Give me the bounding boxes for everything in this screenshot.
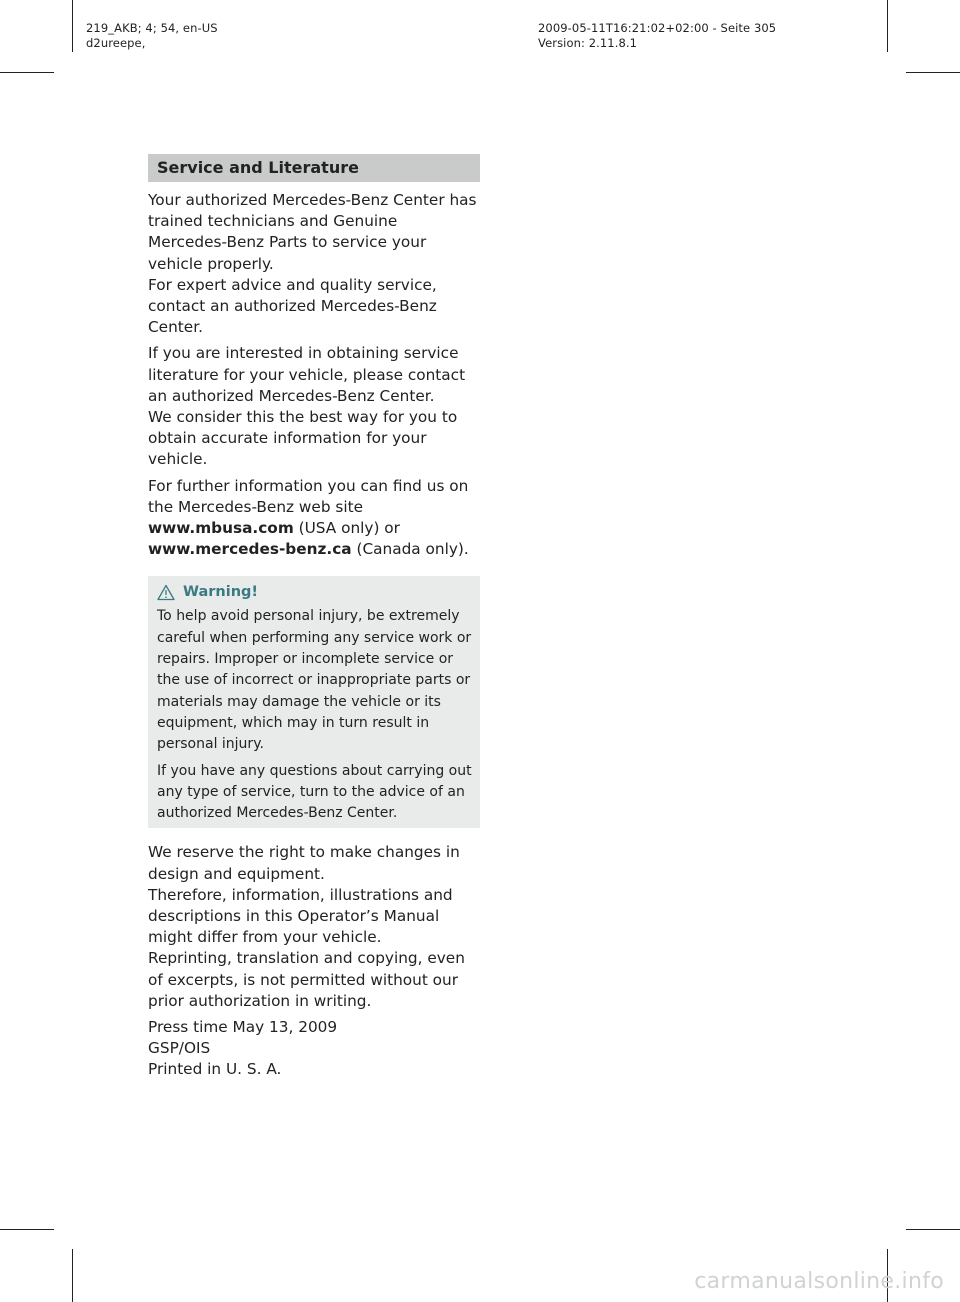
paragraph: Therefore, information, illustrations and descriptions in this Operator’s Manual might differ from your vehicle. — [148, 885, 453, 947]
press-time: Press time May 13, 2009 — [148, 1018, 338, 1037]
link-mbusa[interactable]: www.mbusa.com — [148, 519, 294, 538]
paragraph: We reserve the right to make changes in design and equipment. — [148, 843, 460, 883]
text: (USA only) or — [293, 519, 400, 538]
text: For further information you can find us on the Mercedes-Benz web site — [148, 476, 469, 516]
crop-mark — [887, 0, 888, 52]
crop-mark — [906, 1229, 960, 1230]
crop-mark — [72, 1249, 73, 1302]
paragraph: We consider this the best way for you to obtain accurate information for your vehicle. — [148, 408, 458, 469]
crop-mark — [72, 0, 73, 52]
print-meta-right — [538, 21, 776, 51]
publication-code: GSP/OIS — [148, 1039, 211, 1058]
paragraph: For expert advice and quality service, contact an authorized Mercedes-Benz Center. — [148, 275, 437, 337]
paragraph: If you are interested in obtaining service literature for your vehicle, please contact an authorized Mercedes-Benz Center. — [148, 344, 466, 405]
warning-body — [157, 606, 474, 824]
paragraph: To help avoid personal injury, be extremely careful when performing any service work or repairs. Improper or incomplete service or the use of incorrect or inappropriate parts or materials may damage the vehicle or its equipment, which may in turn result in personal injury. — [157, 608, 472, 753]
warning-box — [148, 576, 480, 828]
link-mercedes-benz-ca[interactable]: www.mercedes-benz.ca — [148, 540, 352, 559]
crop-mark — [906, 72, 960, 73]
meta-line: 219_AKB; 4; 54, en-US — [86, 21, 218, 35]
section-body — [148, 190, 480, 560]
warning-triangle-icon — [157, 584, 175, 601]
text: (Canada only). — [351, 540, 469, 559]
paragraph: If you have any questions about carrying out any type of service, turn to the advice of an authorized Mercedes-Benz Center. — [157, 762, 472, 822]
meta-line: 2009-05-11T16:21:02+02:00 - Seite 305 — [538, 21, 777, 35]
paragraph-web — [148, 476, 480, 561]
warning-title: Warning! — [183, 584, 259, 601]
paragraph: Your authorized Mercedes-Benz Center has trained technicians and Genuine Mercedes-Benz Parts to service your vehicle properly. — [148, 191, 477, 273]
warning-heading — [157, 582, 474, 602]
meta-line: Version: 2.11.8.1 — [538, 36, 638, 50]
paragraph: Reprinting, translation and copying, even of excerpts, is not permitted without our prior authorization in writing. — [148, 949, 465, 1010]
crop-mark — [0, 72, 54, 73]
crop-mark — [0, 1229, 54, 1230]
watermark: carmanualsonline.info — [694, 1269, 944, 1294]
closing-notes — [148, 842, 480, 1080]
meta-line: d2ureepe, — [86, 36, 146, 50]
content-column — [148, 154, 480, 1081]
printed-in: Printed in U. S. A. — [148, 1060, 282, 1079]
section-title: Service and Literature — [148, 154, 480, 182]
print-meta-left — [86, 21, 218, 51]
